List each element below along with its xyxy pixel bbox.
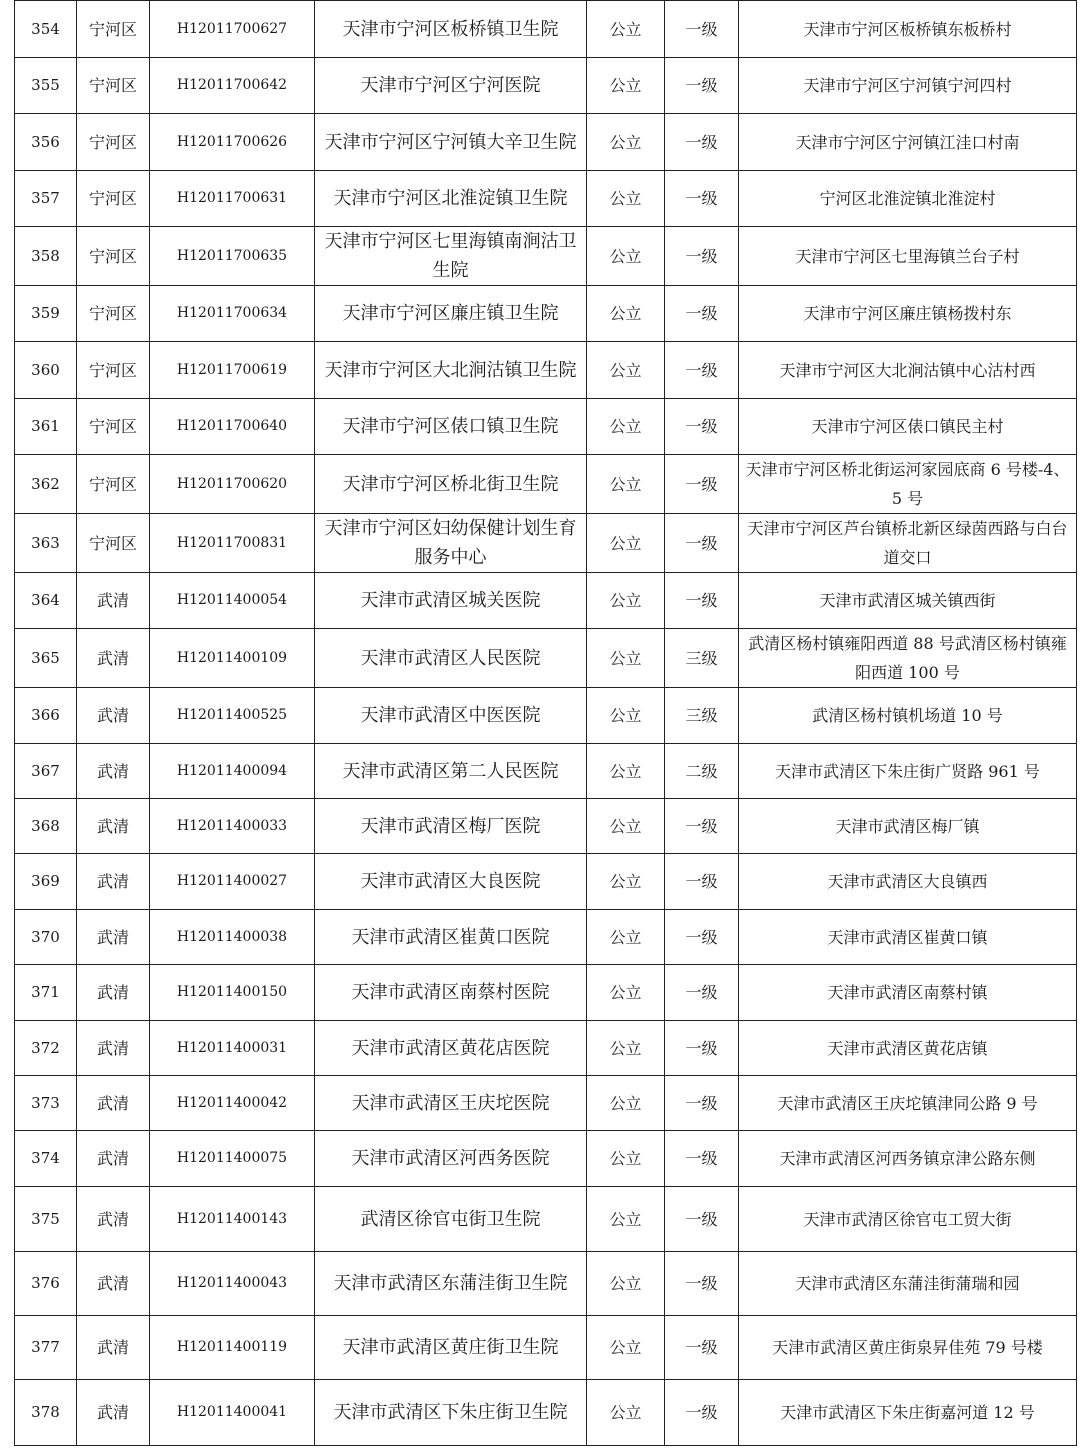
ownership-type-cell: 公立 [587,286,665,342]
ownership-type-cell: 公立 [587,629,665,688]
institution-name-cell: 天津市宁河区廉庄镇卫生院 [315,286,587,342]
ownership-type-cell: 公立 [587,455,665,514]
institution-code-cell: H12011700631 [150,171,315,227]
row-number: 362 [15,455,77,514]
address-cell: 天津市武清区南蔡村镇 [739,965,1077,1021]
hospital-level-cell: 一级 [665,1021,739,1076]
row-number: 368 [15,799,77,854]
ownership-type-cell: 公立 [587,114,665,171]
institution-name-cell: 天津市武清区崔黄口医院 [315,910,587,965]
institution-code-cell: H12011700640 [150,399,315,455]
ownership-type-cell: 公立 [587,58,665,114]
district-cell: 武清 [77,1187,150,1252]
district-cell: 宁河区 [77,455,150,514]
ownership-type-cell: 公立 [587,1076,665,1131]
table-row [15,58,1077,114]
hospital-level-cell: 一级 [665,573,739,629]
district-cell: 宁河区 [77,227,150,286]
hospital-level-cell: 一级 [665,799,739,854]
address-cell: 天津市宁河区宁河镇宁河四村 [739,58,1077,114]
institution-code-cell: H12011400094 [150,744,315,799]
hospital-level-cell: 三级 [665,629,739,688]
address-cell: 天津市武清区崔黄口镇 [739,910,1077,965]
institution-name-cell: 天津市武清区梅厂医院 [315,799,587,854]
address-cell: 天津市武清区王庆坨镇津同公路 9 号 [739,1076,1077,1131]
hospital-list-table [14,0,1077,1446]
hospital-level-cell: 一级 [665,114,739,171]
institution-code-cell: H12011400143 [150,1187,315,1252]
institution-name-cell: 天津市武清区王庆坨医院 [315,1076,587,1131]
district-cell: 武清 [77,1316,150,1380]
table-row [15,399,1077,455]
district-cell: 武清 [77,688,150,744]
hospital-level-cell: 一级 [665,227,739,286]
ownership-type-cell: 公立 [587,227,665,286]
ownership-type-cell: 公立 [587,910,665,965]
institution-code-cell: H12011400525 [150,688,315,744]
institution-name-cell: 天津市武清区人民医院 [315,629,587,688]
hospital-level-cell: 一级 [665,1252,739,1316]
hospital-level-cell: 一级 [665,1187,739,1252]
address-cell: 天津市武清区东蒲洼街蒲瑞和园 [739,1252,1077,1316]
institution-code-cell: H12011700626 [150,114,315,171]
hospital-level-cell: 一级 [665,286,739,342]
institution-name-cell: 天津市武清区中医医院 [315,688,587,744]
hospital-level-cell: 一级 [665,58,739,114]
district-cell: 武清 [77,799,150,854]
institution-code-cell: H12011700634 [150,286,315,342]
institution-name-cell: 天津市宁河区北淮淀镇卫生院 [315,171,587,227]
hospital-level-cell: 二级 [665,744,739,799]
table-row [15,573,1077,629]
hospital-level-cell: 一级 [665,1076,739,1131]
institution-code-cell: H12011400041 [150,1380,315,1446]
hospital-level-cell: 一级 [665,399,739,455]
institution-code-cell: H12011400109 [150,629,315,688]
hospital-level-cell: 一级 [665,342,739,399]
district-cell: 宁河区 [77,58,150,114]
row-number: 375 [15,1187,77,1252]
table-row [15,1,1077,58]
table-row [15,1021,1077,1076]
hospital-level-cell: 一级 [665,1131,739,1187]
institution-code-cell: H12011700619 [150,342,315,399]
institution-code-cell: H12011400075 [150,1131,315,1187]
row-number: 358 [15,227,77,286]
address-cell: 天津市武清区大良镇西 [739,854,1077,910]
institution-name-cell: 天津市武清区东蒲洼街卫生院 [315,1252,587,1316]
ownership-type-cell: 公立 [587,171,665,227]
address-cell: 天津市宁河区七里海镇兰台子村 [739,227,1077,286]
address-cell: 天津市宁河区大北涧沽镇中心沽村西 [739,342,1077,399]
institution-code-cell: H12011400027 [150,854,315,910]
hospital-level-cell: 三级 [665,688,739,744]
district-cell: 宁河区 [77,1,150,58]
table-row [15,1076,1077,1131]
institution-name-cell: 天津市武清区黄庄街卫生院 [315,1316,587,1380]
hospital-level-cell: 一级 [665,965,739,1021]
address-cell: 天津市宁河区廉庄镇杨拨村东 [739,286,1077,342]
address-cell: 天津市武清区下朱庄街广贤路 961 号 [739,744,1077,799]
address-cell: 武清区杨村镇机场道 10 号 [739,688,1077,744]
hospital-level-cell: 一级 [665,1380,739,1446]
district-cell: 宁河区 [77,342,150,399]
address-cell: 天津市武清区城关镇西街 [739,573,1077,629]
row-number: 360 [15,342,77,399]
institution-code-cell: H12011400150 [150,965,315,1021]
institution-name-cell: 天津市武清区下朱庄街卫生院 [315,1380,587,1446]
address-cell: 天津市宁河区桥北街运河家园底商 6 号楼-4、5 号 [739,455,1077,514]
district-cell: 武清 [77,1076,150,1131]
district-cell: 武清 [77,1021,150,1076]
address-cell: 天津市宁河区俵口镇民主村 [739,399,1077,455]
institution-name-cell: 天津市宁河区宁河医院 [315,58,587,114]
institution-code-cell: H12011400031 [150,1021,315,1076]
row-number: 357 [15,171,77,227]
address-cell: 宁河区北淮淀镇北淮淀村 [739,171,1077,227]
ownership-type-cell: 公立 [587,1316,665,1380]
district-cell: 宁河区 [77,114,150,171]
district-cell: 宁河区 [77,399,150,455]
address-cell: 天津市武清区河西务镇京津公路东侧 [739,1131,1077,1187]
ownership-type-cell: 公立 [587,1187,665,1252]
district-cell: 宁河区 [77,171,150,227]
table-row [15,171,1077,227]
ownership-type-cell: 公立 [587,514,665,573]
table-row [15,455,1077,514]
institution-code-cell: H12011700620 [150,455,315,514]
row-number: 373 [15,1076,77,1131]
ownership-type-cell: 公立 [587,799,665,854]
institution-name-cell: 天津市武清区大良医院 [315,854,587,910]
district-cell: 武清 [77,910,150,965]
institution-name-cell: 天津市宁河区妇幼保健计划生育服务中心 [315,514,587,573]
row-number: 363 [15,514,77,573]
row-number: 355 [15,58,77,114]
address-cell: 天津市宁河区宁河镇江洼口村南 [739,114,1077,171]
ownership-type-cell: 公立 [587,854,665,910]
institution-code-cell: H12011400043 [150,1252,315,1316]
table-row [15,1252,1077,1316]
address-cell: 天津市宁河区芦台镇桥北新区绿茵西路与白台道交口 [739,514,1077,573]
hospital-level-cell: 一级 [665,854,739,910]
institution-name-cell: 天津市宁河区七里海镇南涧沽卫生院 [315,227,587,286]
ownership-type-cell: 公立 [587,688,665,744]
institution-name-cell: 天津市武清区黄花店医院 [315,1021,587,1076]
table-row [15,514,1077,573]
district-cell: 武清 [77,573,150,629]
ownership-type-cell: 公立 [587,1252,665,1316]
address-cell: 天津市武清区黄庄街泉昇佳苑 79 号楼 [739,1316,1077,1380]
institution-name-cell: 天津市宁河区桥北街卫生院 [315,455,587,514]
table-row [15,1380,1077,1446]
institution-name-cell: 天津市武清区河西务医院 [315,1131,587,1187]
ownership-type-cell: 公立 [587,573,665,629]
row-number: 370 [15,910,77,965]
row-number: 371 [15,965,77,1021]
institution-name-cell: 天津市宁河区板桥镇卫生院 [315,1,587,58]
table-row [15,854,1077,910]
row-number: 372 [15,1021,77,1076]
row-number: 354 [15,1,77,58]
district-cell: 宁河区 [77,286,150,342]
institution-code-cell: H12011700627 [150,1,315,58]
address-cell: 天津市武清区徐官屯工贸大街 [739,1187,1077,1252]
district-cell: 武清 [77,854,150,910]
row-number: 364 [15,573,77,629]
institution-name-cell: 天津市武清区城关医院 [315,573,587,629]
table-row [15,1187,1077,1252]
row-number: 365 [15,629,77,688]
ownership-type-cell: 公立 [587,342,665,399]
row-number: 377 [15,1316,77,1380]
institution-code-cell: H12011400119 [150,1316,315,1380]
institution-name-cell: 武清区徐官屯街卫生院 [315,1187,587,1252]
row-number: 374 [15,1131,77,1187]
table-row [15,965,1077,1021]
institution-code-cell: H12011400042 [150,1076,315,1131]
row-number: 378 [15,1380,77,1446]
institution-code-cell: H12011400038 [150,910,315,965]
table-row [15,1316,1077,1380]
table-row [15,910,1077,965]
hospital-level-cell: 一级 [665,514,739,573]
district-cell: 武清 [77,744,150,799]
institution-name-cell: 天津市宁河区俵口镇卫生院 [315,399,587,455]
address-cell: 武清区杨村镇雍阳西道 88 号武清区杨村镇雍阳西道 100 号 [739,629,1077,688]
ownership-type-cell: 公立 [587,744,665,799]
ownership-type-cell: 公立 [587,399,665,455]
table-row [15,1131,1077,1187]
institution-name-cell: 天津市武清区南蔡村医院 [315,965,587,1021]
hospital-level-cell: 一级 [665,1,739,58]
ownership-type-cell: 公立 [587,1021,665,1076]
table-row [15,799,1077,854]
district-cell: 武清 [77,1380,150,1446]
ownership-type-cell: 公立 [587,1131,665,1187]
address-cell: 天津市武清区黄花店镇 [739,1021,1077,1076]
row-number: 361 [15,399,77,455]
institution-code-cell: H12011700635 [150,227,315,286]
table-row [15,286,1077,342]
row-number: 376 [15,1252,77,1316]
table-row [15,114,1077,171]
address-cell: 天津市武清区梅厂镇 [739,799,1077,854]
hospital-level-cell: 一级 [665,455,739,514]
institution-code-cell: H12011400033 [150,799,315,854]
ownership-type-cell: 公立 [587,965,665,1021]
institution-name-cell: 天津市武清区第二人民医院 [315,744,587,799]
hospital-level-cell: 一级 [665,1316,739,1380]
district-cell: 武清 [77,965,150,1021]
district-cell: 武清 [77,1252,150,1316]
institution-code-cell: H12011700831 [150,514,315,573]
table-body [15,1,1077,1446]
ownership-type-cell: 公立 [587,1,665,58]
district-cell: 武清 [77,629,150,688]
district-cell: 武清 [77,1131,150,1187]
row-number: 359 [15,286,77,342]
table-row [15,744,1077,799]
table-row [15,629,1077,688]
row-number: 369 [15,854,77,910]
table-row [15,227,1077,286]
ownership-type-cell: 公立 [587,1380,665,1446]
row-number: 356 [15,114,77,171]
row-number: 366 [15,688,77,744]
address-cell: 天津市宁河区板桥镇东板桥村 [739,1,1077,58]
row-number: 367 [15,744,77,799]
institution-name-cell: 天津市宁河区宁河镇大辛卫生院 [315,114,587,171]
institution-code-cell: H12011700642 [150,58,315,114]
district-cell: 宁河区 [77,514,150,573]
institution-name-cell: 天津市宁河区大北涧沽镇卫生院 [315,342,587,399]
address-cell: 天津市武清区下朱庄街嘉河道 12 号 [739,1380,1077,1446]
institution-code-cell: H12011400054 [150,573,315,629]
hospital-level-cell: 一级 [665,171,739,227]
table-row [15,342,1077,399]
table-row [15,688,1077,744]
hospital-level-cell: 一级 [665,910,739,965]
